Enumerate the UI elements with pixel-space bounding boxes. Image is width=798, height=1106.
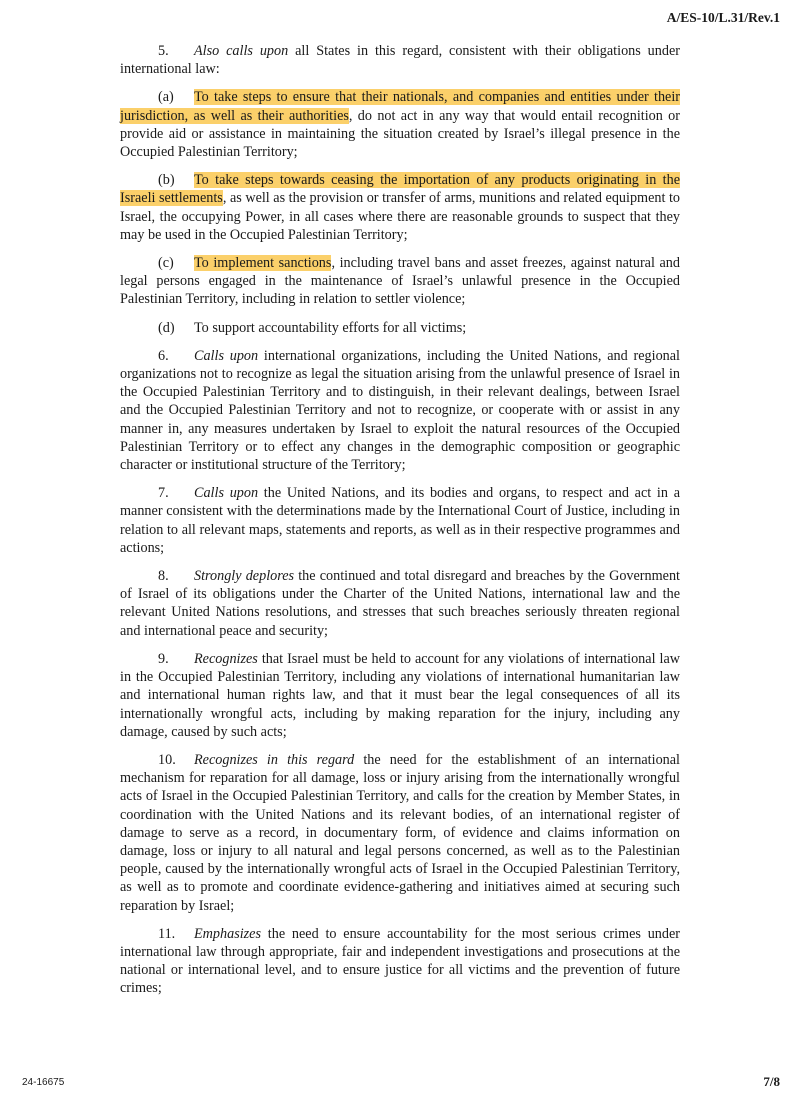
paragraph-text: the need for the establishment of an international mechanism for reparation for all damage, loss or injury arising from the internationally wrongful acts of Israel in the Occupied Palestinian Territory, and calls for the creation by Member States, in coordination with the United Nations and its relevant bodies, of an international register of damage to serve as a record, in documentary form, of evidence and claims information on damage, loss or injury to all natural and legal persons concerned, as well as to the Palestinian people, caused by the internationally wrongful acts of Israel in the Occupied Palestinian Territory, as well as to promote and coordinate evidence-gathering and initiatives aimed at securing such reparation by Israel; [120,751,680,914]
subparagraph-label: (b) [158,172,175,189]
subparagraph-text: To support accountability efforts for all victims; [194,319,467,336]
paragraph-5 [120,42,680,78]
operative-verb: Emphasizes [194,925,261,942]
highlighted-text: To take steps towards ceasing the importation of any products originating in the Israeli settlements [120,172,680,207]
subparagraph-text: , including travel bans and asset freezes, against natural and legal persons engaged in the maintenance of Israel’s unlawful presence in the Occupied Palestinian Territory, including in relation to settler violence; [120,255,680,308]
paragraph-number: 10. [158,751,176,768]
subparagraph-text: , as well as the provision or transfer of arms, munitions and related equipment to Israel, the occupying Power, in all cases where there are reasonable grounds to suspect that they may be used in the Occupied Palestinian Territory; [120,190,681,243]
paragraph-text: international organizations, including the United Nations, and regional organizations not to recognize as legal the situation arising from the unlawful presence of Israel in the Occupied Palestinian Territory and to distinguish, in their relevant dealings, between Israel and the Occupied Palestinian Territory and not to recognize, or cooperate with or assist in any manner in, any measures undertaken by Israel to exploit the natural resources of the Occupied Palestinian Territory or to effect any changes in the demographic composition or geographic character or institutional structure of the Territory; [120,347,680,474]
highlighted-text: To implement sanctions [194,255,332,272]
paragraph-number: 6. [158,347,169,364]
operative-verb: Calls upon [194,485,259,502]
paragraph-number: 5. [158,43,169,59]
operative-verb: Recognizes [194,650,258,667]
paragraph-number: 7. [158,485,169,502]
paragraph-number: 8. [158,568,169,585]
operative-verb: Calls upon [194,347,259,364]
paragraph-6 [120,347,680,474]
paragraph-11 [120,925,680,998]
paragraph-text: the United Nations, and its bodies and organs, to respect and act in a manner consistent with the determinations made by the International Court of Justice, including in relation to all relevant maps, statements and reports, as well as in their respective programmes and actions; [120,485,680,556]
subparagraph-text: , do not act in any way that would entail recognition or provide aid or assistance in maintaining the situation created by Israel’s illegal presence in the Occupied Palestinian Territory; [120,107,681,161]
subparagraph-d [120,319,680,337]
operative-verb: Recognizes in this regard [194,751,355,768]
document-number: 24-16675 [22,1077,65,1088]
document-body [120,42,680,1008]
paragraph-number: 9. [158,650,169,667]
highlighted-text: To take steps to ensure that their nationals, and companies and entities under their jurisdiction, as well as their authorities [120,89,680,124]
page-number: 7/8 [763,1074,780,1089]
paragraph-8 [120,567,680,640]
paragraph-text: that Israel must be held to account for any violations of international law in the Occupied Palestinian Territory, including any violations of international humanitarian law and international human rights law, and that it must bear the legal consequences of all its internationally wrongful acts, including by making reparation for the injury, including any damage, caused by such acts; [120,650,680,740]
subparagraph-label: (a) [158,89,174,106]
subparagraph-a [120,88,680,161]
paragraph-7 [120,484,680,557]
paragraph-text: the continued and total disregard and breaches by the Government of Israel of its obligations under the Charter of the United Nations, international law and the relevant United Nations resolutions, and stresses that such breaches seriously threaten regional and international peace and security; [120,568,680,639]
operative-verb: Also calls upon [194,43,289,59]
operative-verb: Strongly deplores [194,568,295,585]
paragraph-9 [120,650,680,741]
paragraph-number: 11. [158,925,176,942]
paragraph-text: the need to ensure accountability for the most serious crimes under international law through appropriate, fair and independent investigations and prosecutions at the national or international level, and to ensure justice for all victims and the prevention of future crimes; [120,925,680,997]
subparagraph-label: (c) [158,255,174,272]
paragraph-text: all States in this regard, consistent with their obligations under international law: [120,43,680,78]
subparagraph-label: (d) [158,319,175,336]
subparagraph-b [120,171,680,244]
subparagraph-c [120,254,680,309]
paragraph-10 [120,751,680,915]
document-symbol: A/ES-10/L.31/Rev.1 [666,10,780,25]
